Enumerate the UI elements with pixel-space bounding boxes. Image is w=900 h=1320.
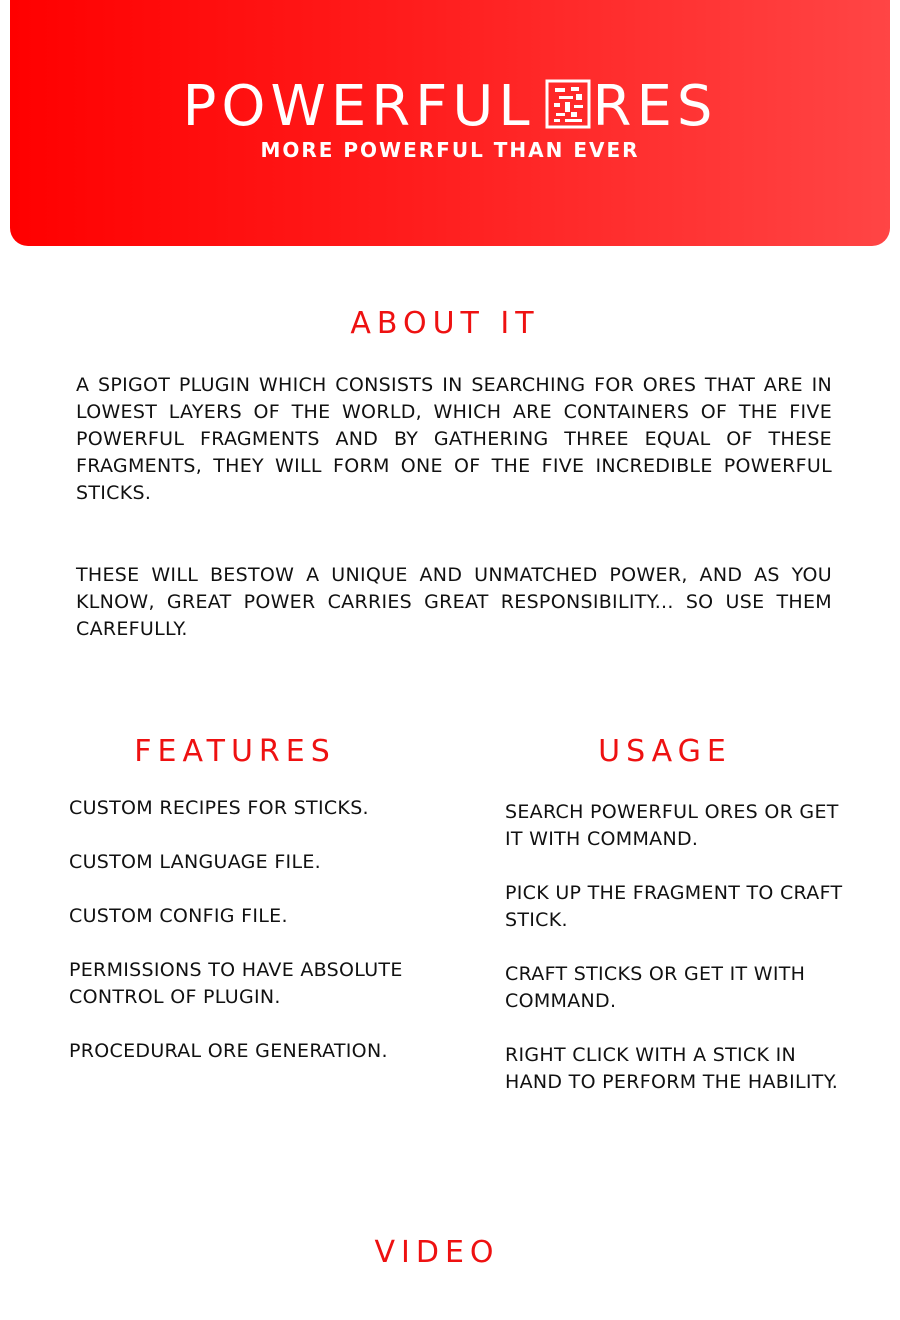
video-heading: VIDEO	[374, 1235, 500, 1270]
ore-block-icon	[545, 79, 591, 129]
title-after-icon: RES	[592, 74, 718, 139]
feature-item: CUSTOM LANGUAGE FILE.	[69, 851, 321, 873]
feature-item: CUSTOM RECIPES FOR STICKS.	[69, 797, 369, 819]
title-before-icon: POWERFUL	[182, 74, 535, 139]
usage-list	[505, 799, 845, 1123]
plugin-subtitle: MORE POWERFUL THAN EVER	[260, 138, 640, 162]
features-list	[69, 795, 429, 1092]
usage-item: CRAFT STICKS OR GET IT WITH COMMAND.	[505, 963, 806, 1012]
usage-item: PICK UP THE FRAGMENT TO CRAFT STICK.	[505, 882, 843, 931]
feature-item: PERMISSIONS TO HAVE ABSOLUTE CONTROL OF PLUGIN.	[69, 959, 403, 1008]
usage-item: SEARCH POWERFUL ORES OR GET IT WITH COMMAND.	[505, 801, 839, 850]
about-heading: ABOUT IT	[350, 306, 540, 341]
about-paragraph: A SPIGOT PLUGIN WHICH CONSISTS IN SEARCHING FOR ORES THAT ARE IN LOWEST LAYERS OF THE WORLD, WHICH ARE CONTAINERS OF THE FIVE POWERFUL FRAGMENTS AND BY GATHERING THREE EQUAL OF THESE FRAGMENTS, THEY WILL FORM ONE OF THE FIVE INCREDIBLE POWERFUL STICKS.	[76, 374, 832, 504]
feature-item: CUSTOM CONFIG FILE.	[69, 905, 288, 927]
usage-heading: USAGE	[598, 734, 732, 769]
about-paragraph: THESE WILL BESTOW A UNIQUE AND UNMATCHED POWER, AND AS YOU KLNOW, GREAT POWER CARRIES GREAT RESPONSIBILITY... SO USE THEM CAREFULLY.	[76, 564, 832, 640]
plugin-title	[0, 72, 900, 142]
features-heading: FEATURES	[134, 734, 336, 769]
usage-item: RIGHT CLICK WITH A STICK IN HAND TO PERFORM THE HABILITY.	[505, 1044, 839, 1093]
feature-item: PROCEDURAL ORE GENERATION.	[69, 1040, 388, 1062]
